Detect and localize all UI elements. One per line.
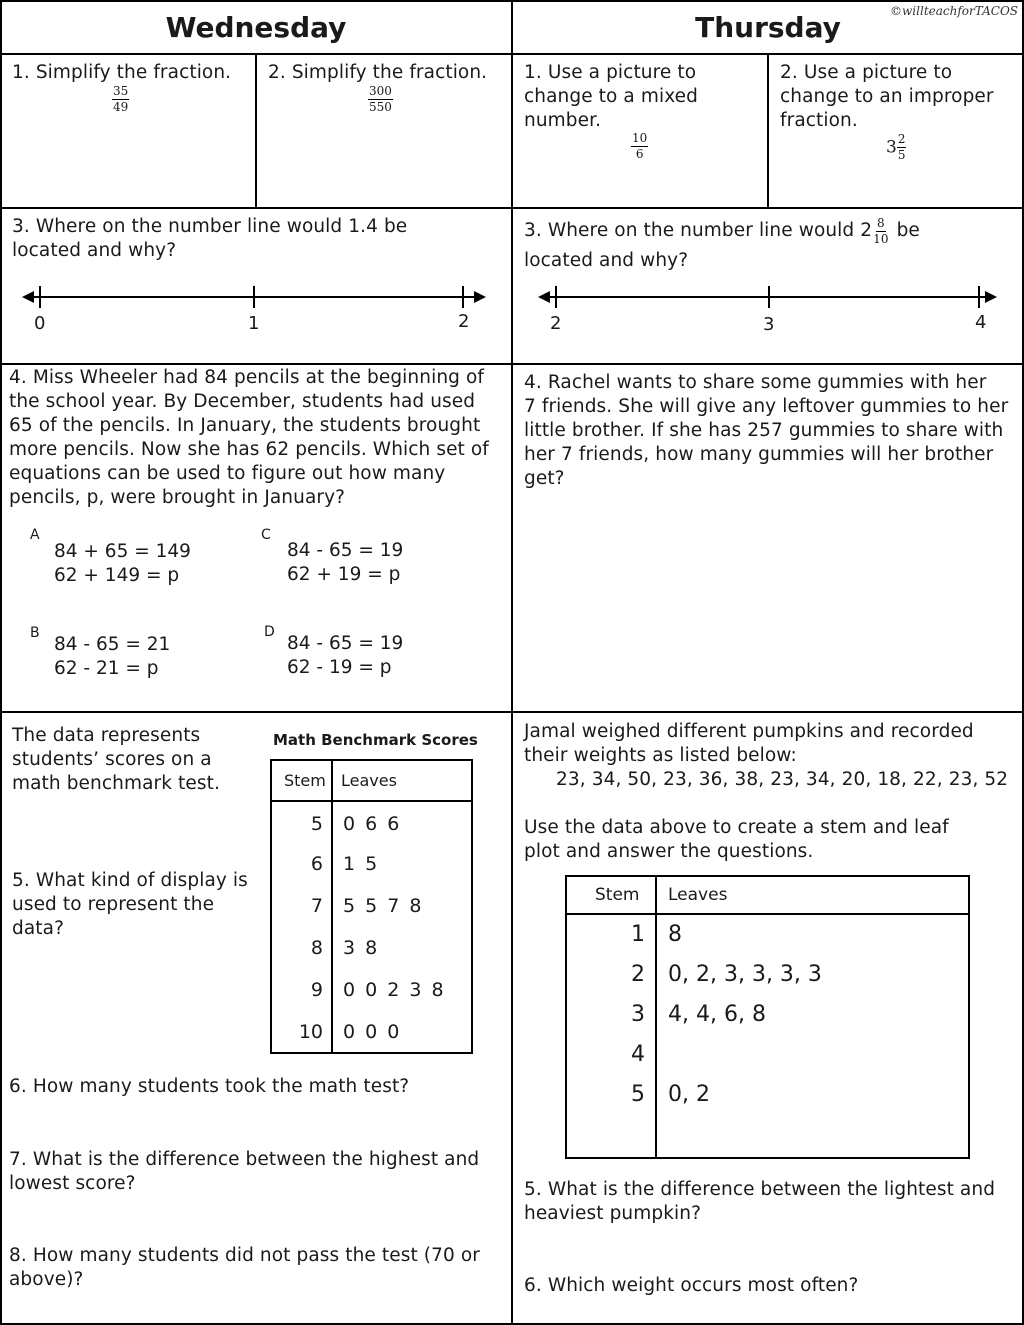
thu-intro — [524, 720, 974, 768]
stem-cell: 5 — [271, 801, 332, 843]
stem-cell: 6 — [271, 843, 332, 885]
wed-tick-label: 2 — [458, 311, 470, 332]
thu-q1-denominator: 6 — [635, 147, 644, 161]
option-b-equations — [54, 633, 170, 681]
leaves-header: Leaves — [341, 771, 397, 790]
q8-line: 8. How many students did not pass the test (70 or — [9, 1245, 480, 1266]
benchmark-stem-leaf-plot — [270, 759, 473, 1054]
thu-q1-text — [524, 61, 698, 133]
wed-q8-text — [9, 1244, 480, 1292]
wed-q1-denominator: 49 — [113, 100, 129, 114]
thu-q4-line: little brother. If she has 257 gummies to share with — [524, 420, 1004, 441]
leaves-cell — [656, 1114, 969, 1158]
q5-line: 5. What kind of display is — [12, 870, 248, 891]
equation: 62 - 21 = p — [54, 658, 159, 679]
thu-tick-label: 3 — [763, 314, 775, 335]
center-divider — [511, 0, 513, 1325]
wed-q4-line: equations can be used to figure out how many — [9, 463, 446, 484]
q5-line: used to represent the — [12, 894, 215, 915]
equation: 84 - 65 = 19 — [287, 633, 404, 654]
instruction-line: plot and answer the questions. — [524, 841, 814, 862]
equation: 84 - 65 = 21 — [54, 634, 171, 655]
stem-header: Stem — [271, 760, 332, 801]
thu-q3-line: located and why? — [524, 250, 689, 271]
equation: 84 + 65 = 149 — [54, 541, 191, 562]
option-c-equations — [287, 539, 403, 587]
intro-line: The data represents — [12, 725, 201, 746]
leaves-cell: 5 5 7 8 — [343, 895, 422, 917]
leaves-header: Leaves — [668, 885, 728, 905]
thu-q3-suffix: be — [890, 220, 920, 241]
thu-number-line — [536, 282, 1001, 312]
equation: 62 - 19 = p — [287, 657, 392, 678]
wed-tick-label: 0 — [34, 313, 46, 334]
option-a-equations — [54, 540, 191, 588]
leaves-cell: 0, 2, 3, 3, 3, 3 — [668, 961, 822, 987]
wed-tick-label: 1 — [248, 313, 260, 334]
wed-data-intro — [12, 724, 220, 796]
wed-q1-text: 1. Simplify the fraction. — [12, 62, 232, 83]
row3-divider — [0, 711, 1024, 713]
wed-q4-line: more pencils. Now she has 62 pencils. Which set of — [9, 439, 489, 460]
leaves-cell — [656, 1034, 969, 1074]
q5-line: 5. What is the difference between the lightest and — [524, 1179, 996, 1200]
equation: 84 - 65 = 19 — [287, 540, 404, 561]
stem-cell: 10 — [271, 1011, 332, 1053]
thu-q2-mixed-number — [886, 133, 906, 162]
instruction-line: Use the data above to create a stem and leaf — [524, 817, 949, 838]
thu-q2-line: 2. Use a picture to — [780, 62, 953, 83]
wed-q4-line: 4. Miss Wheeler had 84 pencils at the beginning of — [9, 367, 484, 388]
option-letter-a: A — [30, 527, 40, 543]
thu-q2-line: change to an improper — [780, 86, 994, 107]
thu-instructions — [524, 816, 949, 864]
row1-divider — [0, 207, 1024, 209]
wed-q6-text: 6. How many students took the math test? — [9, 1076, 410, 1097]
thu-q1-q2-divider — [767, 54, 769, 207]
wed-q1-fraction — [112, 85, 129, 114]
stem-leaf-title: Math Benchmark Scores — [273, 731, 478, 749]
thu-tick-label: 4 — [975, 312, 987, 333]
wed-q5-text — [12, 869, 248, 941]
q5-line: heaviest pumpkin? — [524, 1203, 702, 1224]
intro-line: Jamal weighed different pumpkins and recorded — [524, 721, 974, 742]
stem-cell: 5 — [566, 1074, 656, 1114]
equation: 62 + 149 = p — [54, 565, 180, 586]
wed-q2-numerator: 300 — [369, 84, 392, 98]
row2-divider — [0, 363, 1024, 365]
leaves-cell: 3 8 — [343, 937, 378, 959]
option-letter-b: B — [30, 625, 40, 641]
wed-q1-q2-divider — [255, 54, 257, 207]
option-letter-c: C — [261, 527, 271, 543]
wed-q4-text — [9, 366, 489, 510]
border-left — [0, 0, 2, 1325]
thu-q4-line: get? — [524, 468, 565, 489]
thu-q1-numerator: 10 — [632, 131, 648, 145]
leaves-cell: 4, 4, 6, 8 — [668, 1001, 766, 1027]
thu-q6-text: 6. Which weight occurs most often? — [524, 1275, 859, 1296]
leaves-cell: 0 0 2 3 8 — [343, 979, 444, 1001]
stem-cell: 1 — [566, 914, 656, 954]
stem-cell: 8 — [271, 927, 332, 969]
wed-q3-line: 3. Where on the number line would 1.4 be — [12, 216, 408, 237]
wed-q2-denominator: 550 — [369, 100, 392, 114]
thu-q4-line: 7 friends. She will give any leftover gummies to her — [524, 396, 1009, 417]
thu-q4-line: her 7 friends, how many gummies will her brother — [524, 444, 994, 465]
thu-q2-numerator: 2 — [897, 132, 906, 146]
intro-line: students’ scores on a — [12, 749, 212, 770]
option-d-equations — [287, 632, 403, 680]
wed-q3-text — [12, 215, 407, 263]
wed-q1-numerator: 35 — [113, 84, 129, 98]
intro-line: math benchmark test. — [12, 773, 220, 794]
thursday-heading: Thursday — [695, 10, 841, 44]
stem-cell: 4 — [566, 1034, 656, 1074]
thu-q3-numerator: 8 — [876, 215, 885, 230]
thu-q2-whole: 3 — [886, 137, 897, 158]
thu-q2-line: fraction. — [780, 110, 858, 131]
equation: 62 + 19 = p — [287, 564, 401, 585]
leaves-cell: 0 0 0 — [343, 1020, 400, 1043]
thu-tick-label: 2 — [550, 313, 562, 334]
wed-q2-fraction — [368, 85, 393, 114]
intro-line: their weights as listed below: — [524, 745, 797, 766]
thu-q4-line: 4. Rachel wants to share some gummies with her — [524, 372, 987, 393]
wed-q2-text: 2. Simplify the fraction. — [268, 62, 488, 83]
wed-q4-line: the school year. By December, students had used — [9, 391, 476, 412]
stem-cell: 2 — [566, 954, 656, 994]
stem-cell — [566, 1114, 656, 1158]
thu-q1-line: number. — [524, 110, 602, 131]
thu-q3-denominator: 10 — [873, 231, 889, 246]
pumpkin-stem-leaf-plot — [565, 875, 970, 1159]
q5-line: data? — [12, 918, 64, 939]
leaves-cell: 0, 2 — [668, 1081, 710, 1107]
stem-header: Stem — [566, 876, 656, 914]
wed-number-line — [20, 282, 490, 312]
stem-cell: 9 — [271, 969, 332, 1011]
stem-cell: 7 — [271, 885, 332, 927]
thu-q2-text — [780, 61, 994, 133]
thu-q3-fraction — [873, 217, 888, 246]
q7-line: lowest score? — [9, 1173, 136, 1194]
pumpkin-weights-list: 23, 34, 50, 23, 36, 38, 23, 34, 20, 18, 22, 23, 52 — [556, 769, 1009, 790]
q7-line: 7. What is the difference between the highest and — [9, 1149, 480, 1170]
stem-cell: 3 — [566, 994, 656, 1034]
thu-q1-fraction — [631, 132, 648, 161]
thu-q3-text — [524, 215, 920, 273]
leaves-cell: 0 6 6 — [343, 813, 400, 835]
wed-q4-line: pencils, p, were brought in January? — [9, 487, 346, 508]
credit-signature: ©willteachforTACOS — [890, 4, 1018, 18]
thu-q5-text — [524, 1178, 995, 1226]
thu-q3-prefix: 3. Where on the number line would 2 — [524, 220, 873, 241]
leaves-cell: 8 — [668, 922, 682, 947]
thu-q1-line: 1. Use a picture to — [524, 62, 697, 83]
q8-line: above)? — [9, 1269, 84, 1290]
wed-q7-text — [9, 1148, 479, 1196]
thu-q1-line: change to a mixed — [524, 86, 698, 107]
wednesday-heading: Wednesday — [165, 10, 347, 44]
thu-q4-text — [524, 371, 1008, 491]
leaves-cell: 1 5 — [343, 853, 378, 875]
wed-q4-line: 65 of the pencils. In January, the students brought — [9, 415, 481, 436]
thu-q2-denominator: 5 — [897, 148, 906, 162]
wed-q3-line: located and why? — [12, 240, 177, 261]
option-letter-d: D — [264, 624, 275, 640]
